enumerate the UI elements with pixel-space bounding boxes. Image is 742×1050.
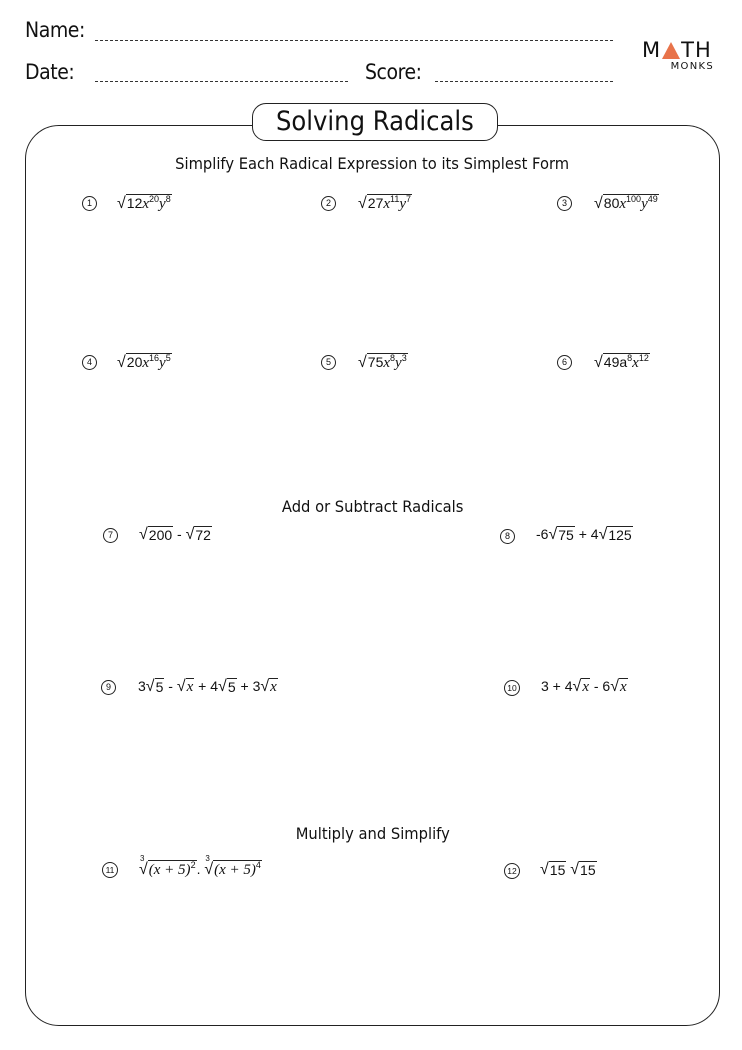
problem-number: 12	[504, 863, 520, 879]
problem-4-expression: √ $20x^{16}y^5$	[117, 353, 171, 371]
problem-11-expression: 3 √ $(x + 5)^2$ . 3 √ $(x + 5)^4$	[139, 854, 261, 878]
problem-7-expression: √ 200 - √ 72	[139, 526, 211, 543]
name-label: Name:	[25, 18, 85, 42]
logo-subtitle: MONKS	[670, 61, 714, 72]
problem-number: 9	[101, 680, 116, 695]
problem-number: 7	[103, 528, 118, 543]
score-field[interactable]	[435, 81, 613, 82]
problem-number: 1	[82, 196, 97, 211]
section-heading-simplify: Simplify Each Radical Expression to its Simplest Form	[175, 154, 570, 173]
problem-3-expression: √ $80x^{100}y^{49}$	[594, 194, 658, 212]
problem-number: 8	[500, 529, 515, 544]
problem-number: 5	[321, 355, 336, 370]
problem-number: 2	[321, 196, 336, 211]
logo-letters: TH	[681, 38, 712, 62]
worksheet-title	[252, 103, 498, 141]
name-field[interactable]	[95, 40, 613, 41]
problem-10-expression: 3 + 4 √ x - 6 √ x	[541, 678, 627, 695]
title-text: Solving Radicals	[276, 106, 474, 137]
worksheet-frame	[25, 125, 720, 1026]
math-monks-logo	[642, 38, 720, 72]
problem-12-expression: √ 15 √ 15	[540, 861, 596, 878]
triangle-icon	[662, 42, 680, 59]
problem-number: 3	[557, 196, 572, 211]
problem-2-expression: √ $27x^{11}y^7$	[358, 194, 412, 212]
problem-5-expression: √ $75x^8y^3$	[358, 353, 407, 371]
score-label: Score:	[365, 60, 422, 84]
problem-8-expression: -6 √ 75 + 4 √ 125	[536, 526, 632, 543]
problem-number: 11	[102, 862, 118, 878]
date-field[interactable]	[95, 81, 348, 82]
problem-9-expression: 3 √ 5 - √ x + 4 √ 5 + 3 √ x	[138, 678, 277, 695]
problem-number: 4	[82, 355, 97, 370]
problem-1-expression: √ $12x^{20}y^8$	[117, 194, 171, 212]
problem-6-expression: √ $49a^8x^{12}$	[594, 353, 649, 371]
date-label: Date:	[25, 60, 75, 84]
section-heading-multiply: Multiply and Simplify	[295, 824, 450, 843]
problem-number: 10	[504, 680, 520, 696]
section-heading-add-subtract: Add or Subtract Radicals	[281, 497, 464, 516]
problem-number: 6	[557, 355, 572, 370]
logo-letter: M	[642, 38, 662, 62]
